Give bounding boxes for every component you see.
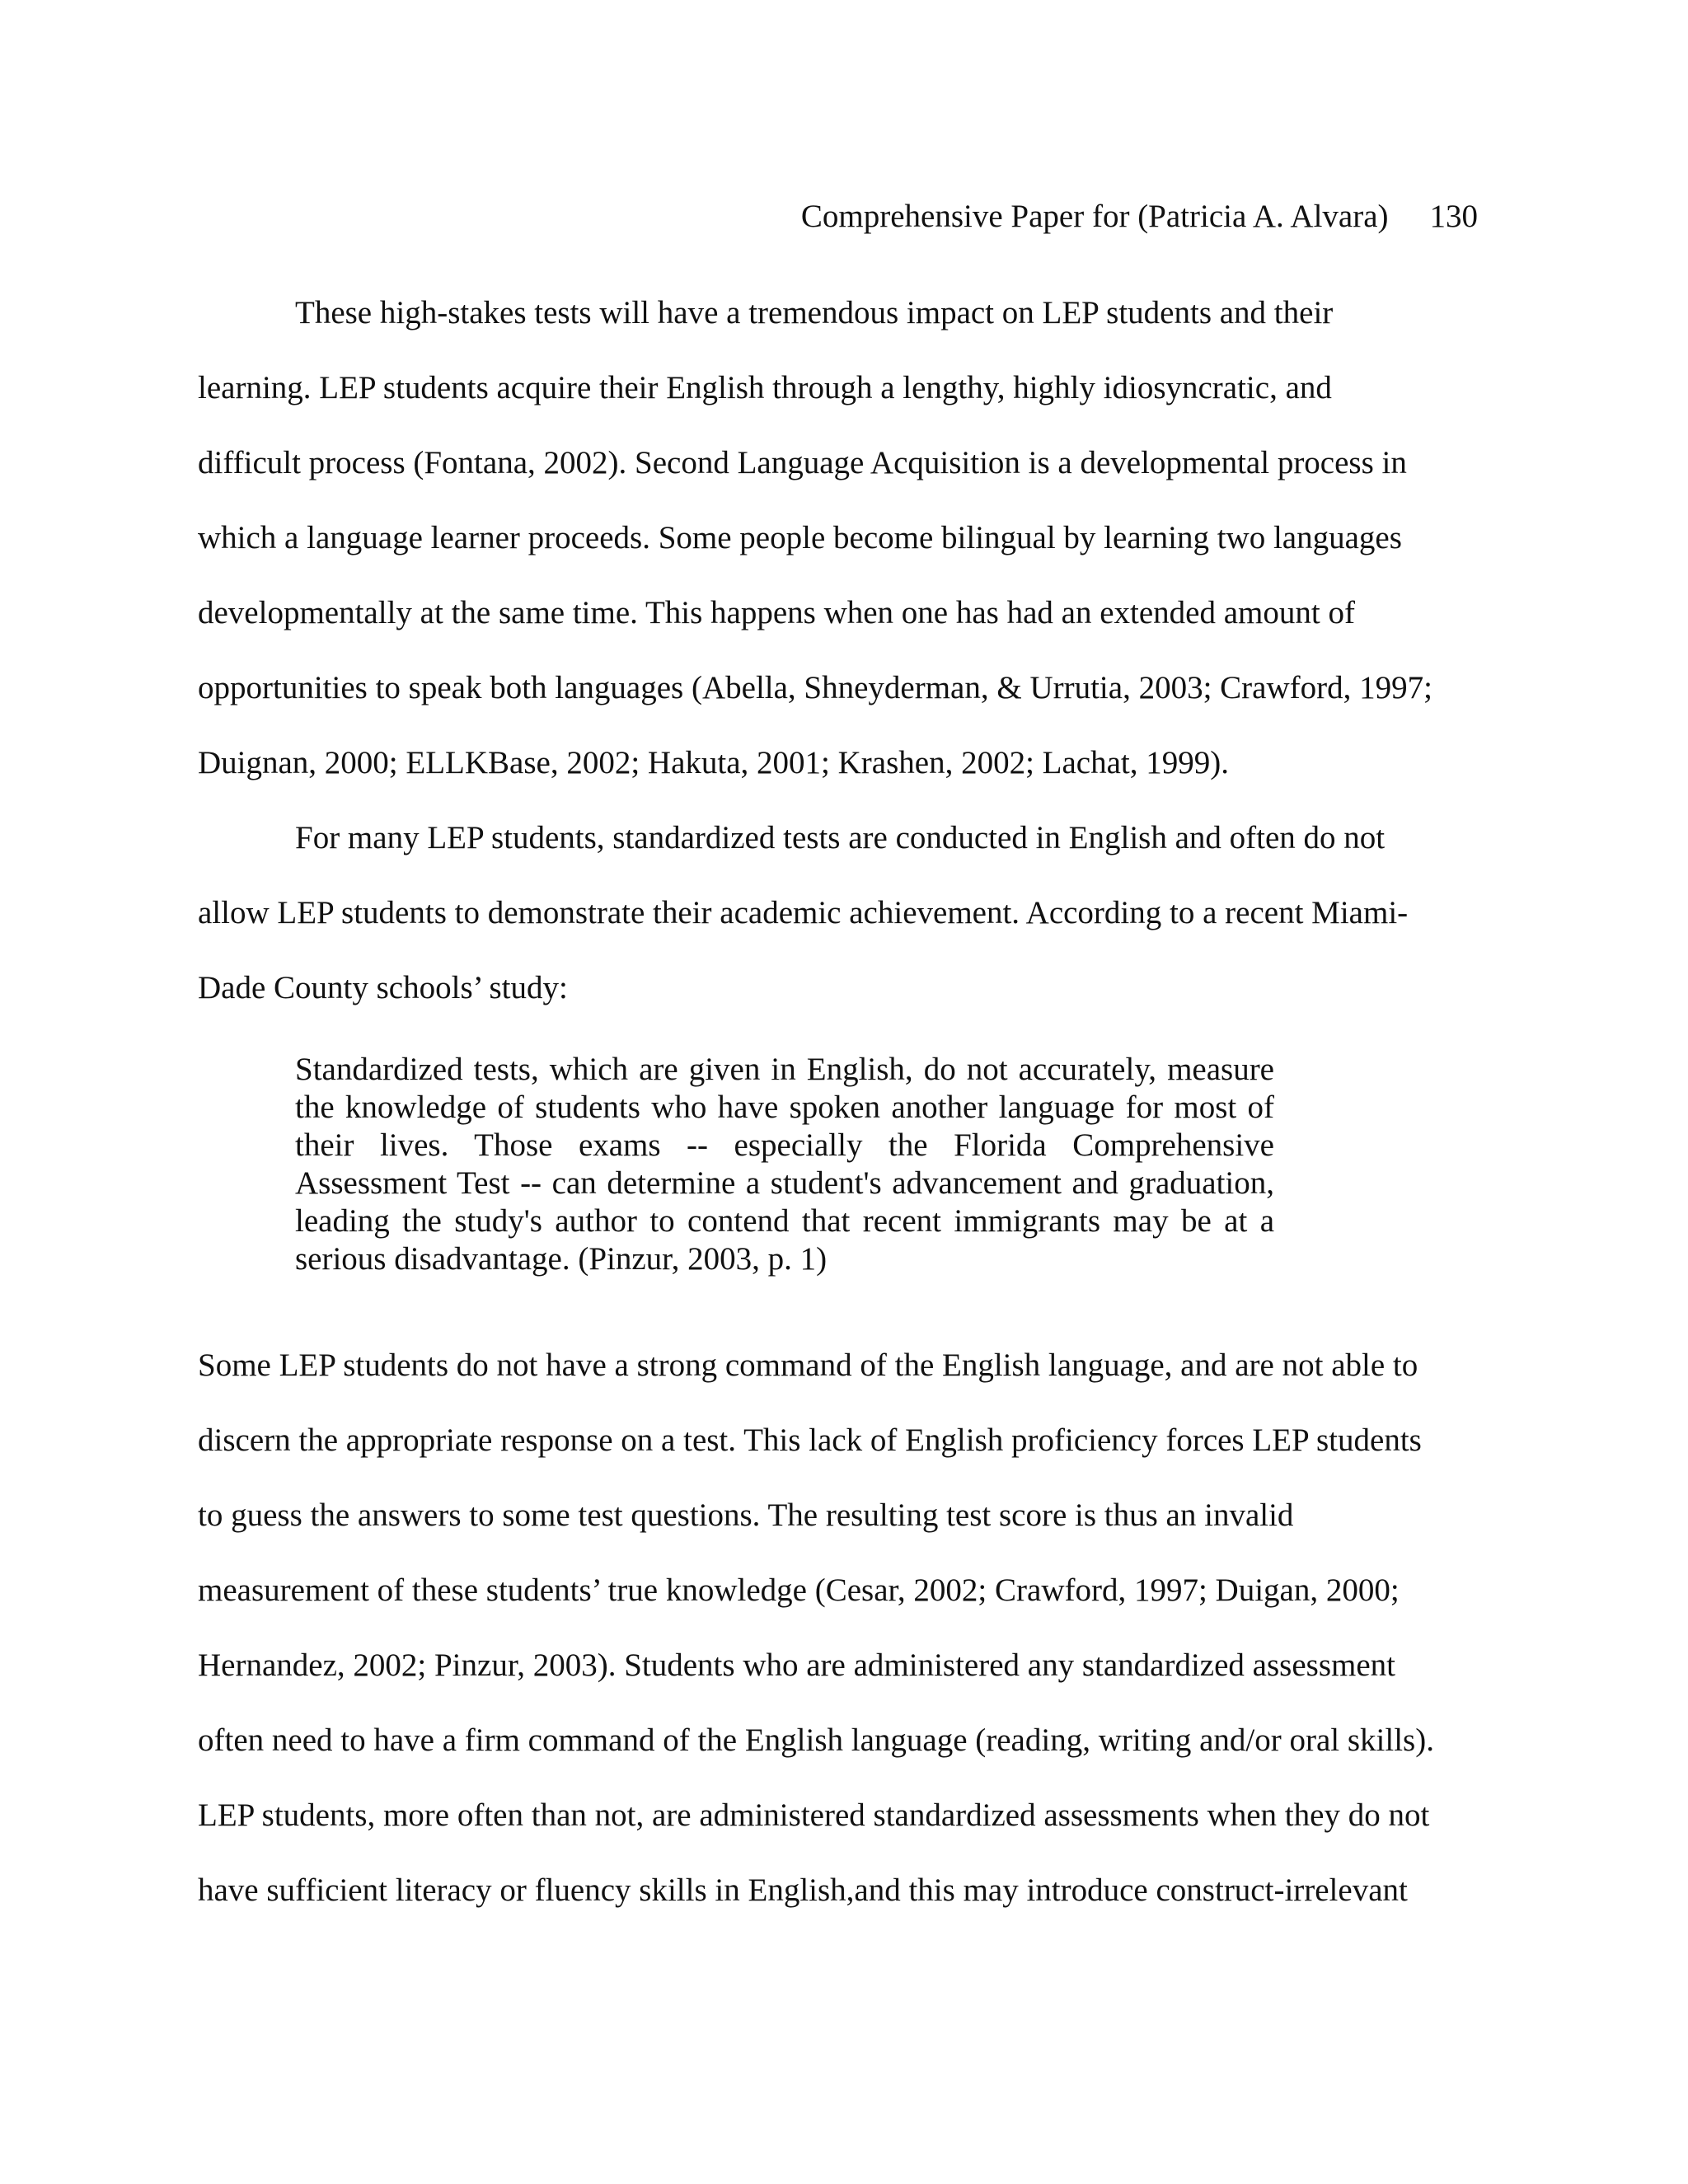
paragraph-1-line: difficult process (Fontana, 2002). Second Language Acquisition is a developmental process in [198, 445, 1407, 480]
paragraph-1-line: Duignan, 2000; ELLKBase, 2002; Hakuta, 2001; Krashen, 2002; Lachat, 1999). [198, 745, 1229, 780]
paragraph-3-line: to guess the answers to some test questions. The resulting test score is thus an invalid [198, 1497, 1294, 1533]
paragraph-2-line: allow LEP students to demonstrate their academic achievement. According to a recent Miami- [198, 895, 1409, 930]
paragraph-3-line: measurement of these students’ true knowledge (Cesar, 2002; Crawford, 1997; Duigan, 2000; [198, 1572, 1400, 1608]
block-quote: Standardized tests, which are given in English, do not accurately, measure the knowledge of students who have spoken another language for most of their lives. Those exams -- especially the Florida Comprehensive Assessment Test -- can determine a student's advancement and graduation, leading the study's author to contend that recent immigrants may be at a serious disadvantage. (Pinzur, 2003, p. 1) [295, 1052, 1274, 1277]
paragraph-1-line: These high-stakes tests will have a tremendous impact on LEP students and their [295, 295, 1334, 330]
paragraph-1-line: opportunities to speak both languages (Abella, Shneyderman, & Urrutia, 2003; Crawford, 1997; [198, 670, 1432, 705]
paragraph-3-line: have sufficient literacy or fluency skills in English,and this may introduce construct-irrelevant [198, 1872, 1408, 1908]
running-head [801, 196, 1478, 237]
paragraph-2-line: Dade County schools’ study: [198, 970, 568, 1005]
paragraph-2-line: For many LEP students, standardized tests are conducted in English and often do not [295, 820, 1386, 855]
paragraph-3-line: discern the appropriate response on a test. This lack of English proficiency forces LEP students [198, 1422, 1422, 1458]
paragraph-1-line: developmentally at the same time. This happens when one has had an extended amount of [198, 595, 1355, 630]
paragraph-3-line: often need to have a firm command of the English language (reading, writing and/or oral skills). [198, 1722, 1434, 1758]
paragraph-1-line: learning. LEP students acquire their English through a lengthy, highly idiosyncratic, and [198, 370, 1332, 405]
paragraph-3-line: LEP students, more often than not, are administered standardized assessments when they do not [198, 1797, 1430, 1833]
paragraph-3-line: Some LEP students do not have a strong command of the English language, and are not able to [198, 1347, 1418, 1383]
paragraph-1-line: which a language learner proceeds. Some people become bilingual by learning two languages [198, 520, 1402, 555]
page-number: 130 [1429, 199, 1478, 234]
running-title: Comprehensive Paper for (Patricia A. Alvara) [800, 199, 1389, 234]
paragraph-3-line: Hernandez, 2002; Pinzur, 2003). Students who are administered any standardized assessment [198, 1647, 1395, 1683]
